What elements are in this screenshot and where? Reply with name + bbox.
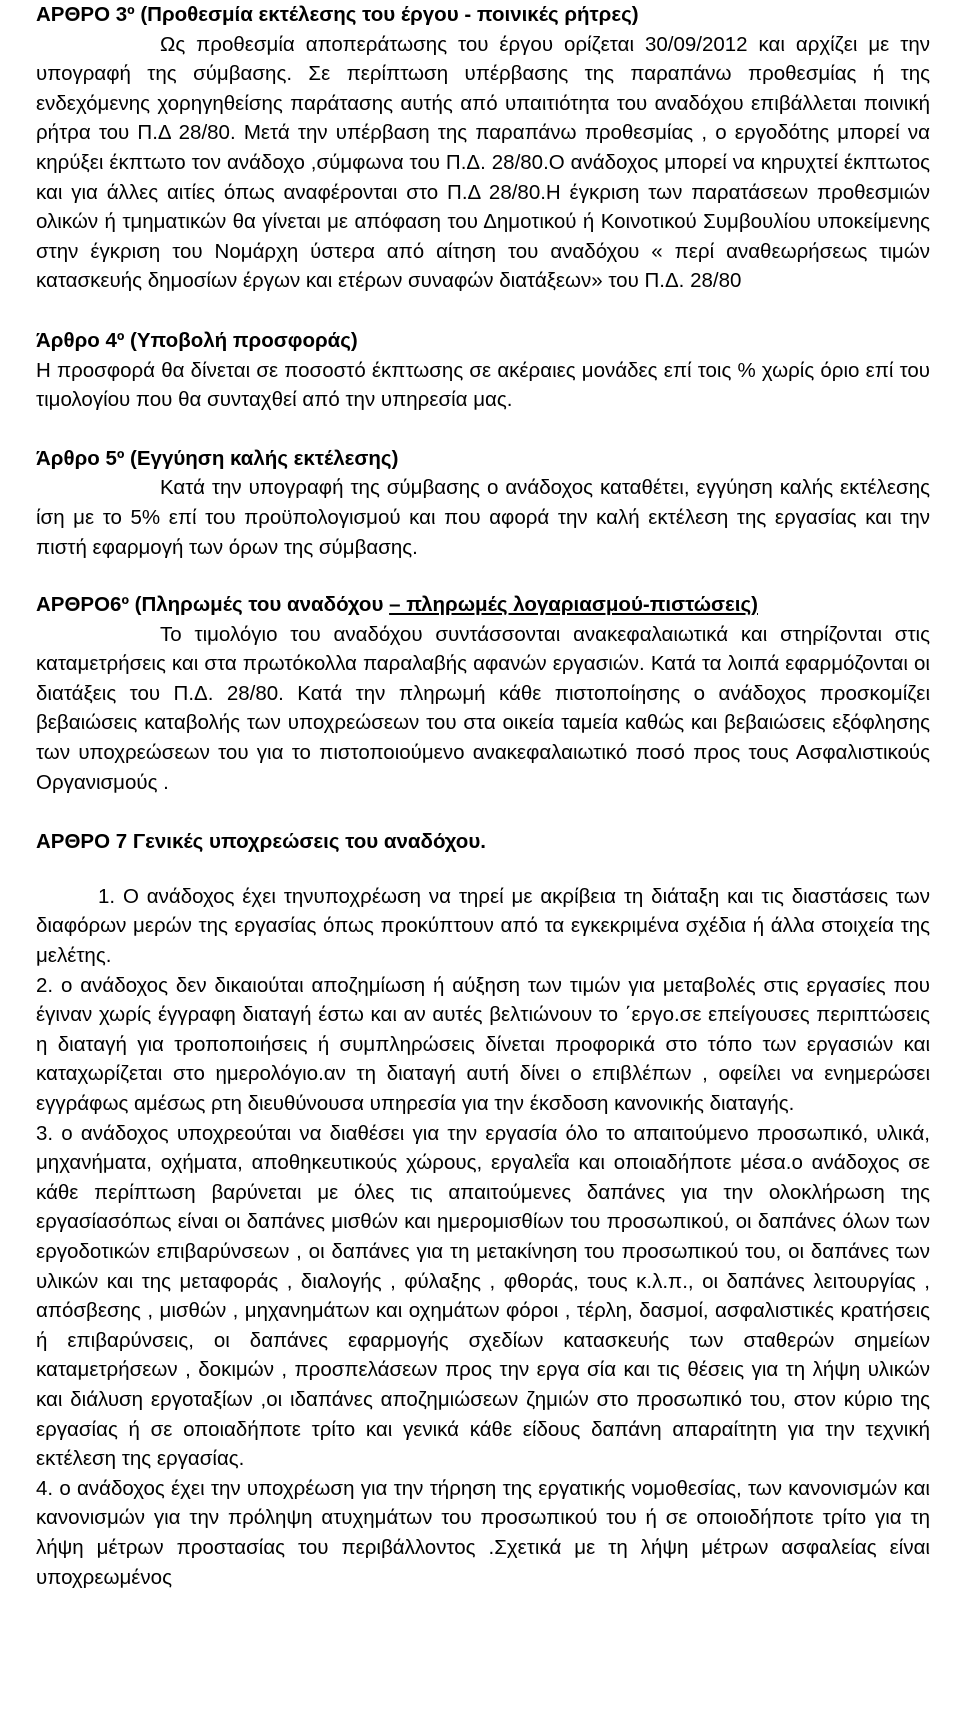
article-6-body: Το τιμολόγιο του αναδόχου συντάσσονται ανακεφαλαιωτικά και στηρίζονται στις καταμετρήσεις και στα πρωτόκολλα παραλαβής αφανών εργασιών. Κατά τα λοιπά εφαρμόζονται οι διατάξεις του Π.Δ. 28/80. Κατά την πληρωμή κάθε πιστοποίησης ο ανάδοχος προσκομίζει βεβαιώσεις καταβολής των υποχρεώσεων του στα οικεία ταμεία καθώς και βεβαιώσεις εξόφλησης των υποχρεώσεων του για το πιστοποιούμενο ανακεφαλαιωτικό ποσό προς τους Ασφαλιστικούς Οργανισμούς . bbox=[36, 622, 930, 794]
article-6-heading-underlined: – πληρωμές λογαριασμού-πιστώσεις) bbox=[389, 593, 758, 617]
article-7-item-1: 1. Ο ανάδοχος έχει τηνυποχρέωση να τηρεί με ακρίβεια τη διάταξη και τις διαστάσεις των διαφόρων μερών της εργασίας όπως προκύπτουν από τα εγκεκριμένα σχέδια ή άλλα στοιχεία της μελέτης. bbox=[36, 884, 930, 968]
article-6-heading bbox=[36, 590, 930, 620]
article-3-heading: ΑΡΘΡΟ 3º (Προθεσμία εκτέλεσης του έργου - ποινικές ρήτρες) bbox=[36, 3, 639, 26]
article-3-body: Ως προθεσμία αποπεράτωσης του έργου ορίζεται 30/09/2012 και αρχίζει με την υπογραφή της σύμβασης. Σε περίπτωση υπέρβασης της παραπάνω προθεσμίας ή της ενδεχόμενης χορηγηθείσης παράτασης αυτής από υπαιτιότητα του αναδόχου επιβάλλεται ποινική ρήτρα του Π.Δ 28/80. Μετά την υπέρβαση της παραπάνω προθεσμίας , ο εργοδότης μπορεί να κηρύξει έκπτωτο τον ανάδοχο ,σύμφωνα του Π.Δ. 28/80.Ο ανάδοχος μπορεί να κηρυχτεί έκπτωτος και για άλλες αιτίες όπως αναφέρονται στο Π.Δ 28/80.Η έγκριση των παρατάσεων προθεσμιών ολικών ή τμηματικών θα γίνεται με απόφαση του Δημοτικού ή Κοινοτικού Συμβουλίου υποκείμενης στην έγκριση του Νομάρχη ύστερα από αίτηση του αναδόχου « περί αναθεωρήσεως τιμών κατασκευής δημοσίων έργων και ετέρων συναφών διατάξεων» του Π.Δ. 28/80 bbox=[36, 32, 930, 293]
article-5-body: Κατά την υπογραφή της σύμβασης ο ανάδοχος καταθέτει, εγγύηση καλής εκτέλεσης ίση με το 5% επί του προϋπολογισμού και που αφορά την καλή εκτέλεση της εργασίας και την πιστή εφαρμογή των όρων της σύμβασης. bbox=[36, 476, 930, 559]
article-7-heading: ΑΡΘΡΟ 7 Γενικές υποχρεώσεις του αναδόχου. bbox=[36, 830, 486, 854]
article-7-item-4: 4. ο ανάδοχος έχει την υποχρέωση για την τήρηση της εργατικής νομοθεσίας, των κανονισμών και κανονισμών για την πρόληψη ατυχημάτων του προσωπικού του ή σε οποιοδήποτε τρίτο για τη λήψη μέτρων προστασίας του περιβάλλοντος .Σχετικά με τη λήψη μέτρων ασφαλείας είναι υποχρεωμένος bbox=[36, 1476, 930, 1589]
article-5 bbox=[36, 444, 930, 562]
article-6-heading-prefix: ΑΡΘΡΟ6º (Πληρωμές του αναδόχου bbox=[36, 593, 390, 617]
article-4-body: Η προσφορά θα δίνεται σε ποσοστό έκπτωσης σε ακέραιες μονάδες επί τοις % χωρίς όριο επί του τιμολογίου που θα συνταχθεί από την υπηρεσία μας. bbox=[36, 358, 930, 412]
article-7 bbox=[36, 827, 930, 1592]
article-7-item-3: 3. ο ανάδοχος υποχρεούται να διαθέσει για την εργασία όλο το απαιτούμενο προσωπικό, υλικά, μηχανήματα, οχήματα, αποθηκευτικούς χώρους, εργαλεΐα και οποιαδήποτε μέσα.ο ανάδοχος σε κάθε περίπτωση βαρύνεται με όλες τις απαιτούμενες δαπάνες για την ολοκλήρωση της εργασίασόπως είναι οι δαπάνες μισθών και ημερομισθίων του προσωπικού, οι δαπάνες όλων των εργοδοτικών επιβαρύνσεων , οι δαπάνες για τη μετακίνηση του προσωπικού του, οι δαπάνες των υλικών και της μεταφοράς , διαλογής , φύλαξης , φθοράς, τους κ.λ.π., οι δαπάνες λειτουργίας , απόσβεσης , μισθών , μηχανημάτων και οχημάτων φόροι , τέρλη, δασμοί, ασφαλιστικές κρατήσεις ή επιβαρύνσεις, οι δαπάνες εφαρμογής σχεδίων κατασκευής των σταθερών σημείων καταμετρήσεων , δοκιμών , προσπελάσεων προς την εργα σία και τις θέσεις για τη λήψη υλικών και διάλυση εργοταξίων ,οι ιδαπάνες αποζημιώσεων ζημιών στο προσωπικό του, στον κύριο της εργασίας ή σε οποιαδήποτε τρίτο και γενικά κάθε είδους δαπάνη απαραίτητη για την τεχνική εκτέλεση της εργασίας. bbox=[36, 1121, 930, 1471]
article-5-heading: Άρθρο 5º (Εγγύηση καλής εκτέλεσης) bbox=[36, 446, 399, 470]
article-4-heading: Άρθρο 4º (Υποβολή προσφοράς) bbox=[36, 328, 358, 352]
article-3 bbox=[36, 0, 930, 296]
article-7-item-2: 2. ο ανάδοχος δεν δικαιούται αποζημίωση ή αύξηση των τιμών για μεταβολές στις εργασίες που έγιναν χωρίς έγγραφη διαταγή έστω και αν αυτές βελτιώνουν το ΄εργο.σε επείγουσες περιπτώσεις η διαταγή για τροποποιήσεις ή συμπληρώσεις δίνεται προφορικά στο τόπο των εργασιών και καταχωρίζεται στο ημερολόγιο.αν τη διαταγή αυτή δίνει ο επιβλέπων , οφείλει να ενημερώσει εγγράφως αμέσως ρτη διευθύνουσα υπηρεσία για την έκσδοση κανονικής διαταγής. bbox=[36, 973, 930, 1115]
article-4 bbox=[36, 326, 930, 415]
article-6 bbox=[36, 590, 930, 797]
